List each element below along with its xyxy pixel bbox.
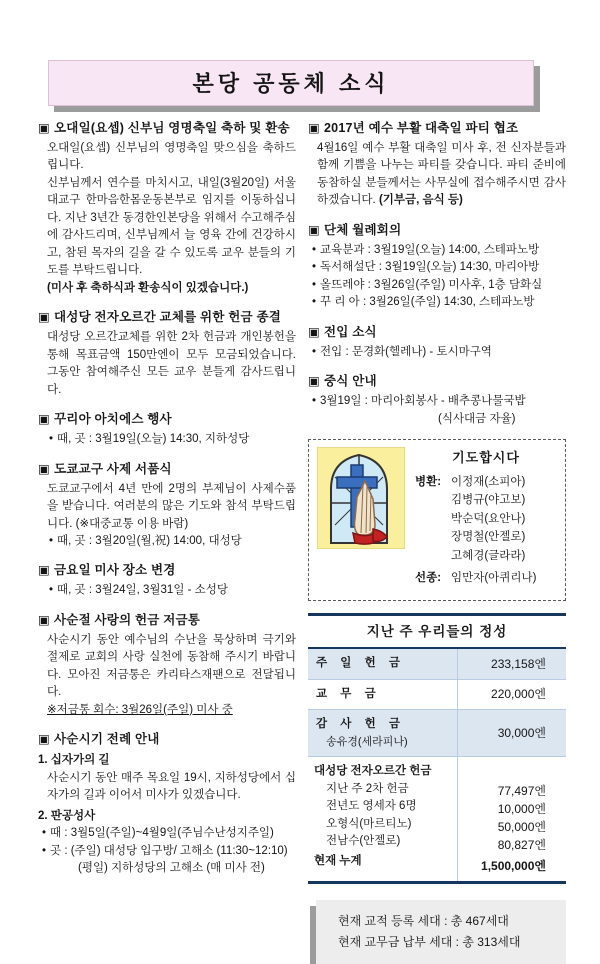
bullet-continuation: (평일) 지하성당의 고해소 (매 미사 전) (78, 862, 265, 875)
bullet-item (310, 242, 566, 259)
bullet-icon: • (312, 395, 317, 408)
paragraph-text: 4월16일 예수 부활 대축일 미사 후, 전 신자분들과 함께 기쁨을 나누는 파티를 갖습니다. 파티 준비에 동참하실 분들께서는 사무실에 접수해주시면 감사하겠습니다. (317, 142, 566, 207)
bullet-text: 독서해설단 : 3월19일(오늘) 14:30, 마리아방 (320, 261, 540, 274)
bullet-icon: • (312, 296, 317, 309)
paragraph: 도쿄교구에서 4년 만에 2명의 부제님이 사제수품을 받습니다. 여러분의 많은 기도와 참석 부탁드립니다. (※대중교통 이용 바람) (47, 482, 296, 530)
section-marker-icon: ▣ (38, 563, 51, 578)
organ-fund-total-value: 1,500,000엔 (481, 858, 546, 873)
row-label (308, 680, 458, 709)
row-sublabel-text: 송유경(세라피나) (326, 735, 408, 748)
row-value: 220,000엔 (491, 687, 546, 702)
prayer-request-list (415, 447, 557, 593)
sick-name: 고혜경(글라라) (451, 549, 526, 562)
section-feast-day-farewell (38, 119, 296, 297)
bullet-text: 올뜨레야 : 3월26일(주일) 미사후, 1층 담화실 (320, 278, 543, 291)
row-value: 233,158엔 (491, 656, 546, 671)
organ-fund-values (458, 757, 566, 880)
section-title (38, 460, 296, 479)
section-marker-icon: ▣ (38, 121, 51, 135)
section-marker-icon: ▣ (38, 612, 51, 627)
offering-table (308, 613, 566, 884)
organ-fund-section (308, 757, 566, 880)
section-marker-icon: ▣ (38, 310, 51, 325)
bullet-text: 때 : 3월5일(주일)~4월9일(주님수난성지주일) (50, 827, 274, 840)
row-label-text: 교 무 금 (316, 687, 381, 700)
bullet-item (310, 294, 566, 311)
bullet-icon: • (42, 844, 47, 857)
section-marker-icon: ▣ (38, 412, 51, 427)
section-marker-icon: ▣ (308, 324, 321, 339)
deceased-names (451, 570, 536, 588)
organ-fund-item-value: 80,827엔 (497, 838, 546, 853)
organ-fund-item-value: 50,000엔 (497, 820, 546, 835)
table-row (308, 710, 566, 757)
section-marker-icon: ▣ (308, 374, 321, 389)
household-stats-box (316, 900, 566, 964)
row-label-text: 감 사 헌 금 (316, 718, 406, 731)
bullet-text: 때, 곳 : 3월20일(월,祝) 14:00, 대성당 (57, 534, 242, 547)
bullet-item (310, 259, 566, 276)
section-marker-icon: ▣ (38, 461, 51, 476)
section-title-text: 오대일(요셉) 신부님 영명축일 축하 및 환송 (54, 121, 290, 135)
section-easter-party (308, 119, 566, 210)
section-title (308, 119, 566, 138)
section-title (308, 323, 566, 342)
section-lent-piggy-bank (38, 611, 296, 719)
page-title: 본당 공동체 소식 (192, 71, 390, 96)
bold-tail-text: (기부금, 음식 등) (378, 194, 463, 207)
bullet-icon: • (42, 827, 47, 840)
underlined-note: ※저금통 회수: 3월26일(주일) 미사 중 (47, 703, 233, 716)
organ-fund-item-value: 77,497엔 (497, 783, 546, 798)
title-banner-box (48, 60, 534, 106)
bullet-item (47, 582, 296, 599)
organ-fund-item-label: 지난 주 2차 헌금 (326, 782, 409, 795)
row-value: 30,000엔 (497, 726, 546, 741)
section-friday-mass-location (38, 561, 296, 599)
section-lunch-notice (308, 372, 566, 428)
paragraph: 대성당 오르간교체를 위한 2차 헌금과 개인봉헌을 통해 목표금액 150만엔이 모두 모금되었습니다. 그동안 참여해주신 모든 교우 분들게 감사드립니다. (47, 331, 296, 396)
organ-fund-labels (308, 757, 458, 880)
bullet-icon: • (312, 345, 317, 358)
section-title-text: 꾸리아 아치에스 행사 (54, 412, 172, 427)
bullet-text: 전입 : 문경화(헬레나) - 토시마구역 (320, 345, 492, 358)
deceased-name: 임만자(아퀴리나) (451, 572, 537, 585)
organ-fund-item-label: 전년도 영세자 6명 (326, 800, 417, 813)
organ-fund-item-label: 오형식(마르티노) (326, 817, 412, 830)
bullet-text: 때, 곳 : 3월19일(오늘) 14:30, 지하성당 (57, 433, 250, 446)
paragraph: 사순시기 동안 매주 목요일 19시, 지하성당에서 십자가의 길과 이어서 미사가 있겠습니다. (47, 771, 296, 802)
row-label (308, 649, 458, 678)
paragraph: 오대일(요셉) 신부님의 영명축일 맞으심을 축하드립니다. (47, 142, 296, 172)
bold-note: (미사 후 축하식과 환송식이 있겠습니다.) (47, 281, 249, 294)
paragraph: 사순시기 동안 예수님의 수난을 묵상하며 극기와 절제로 교회의 사랑 실천에 동참해 주시기 바랍니다. 모아진 저금통은 카리타스재팬으로 전달됩니다. (47, 633, 296, 699)
left-column (38, 119, 296, 964)
organ-fund-total-label: 현재 누계 (314, 854, 362, 867)
section-title-text: 대성당 전자오르간 교체를 위한 헌금 종결 (54, 310, 282, 325)
bullet-item (47, 431, 296, 448)
table-row (308, 649, 566, 679)
prayer-deceased-row (415, 570, 557, 588)
bullet-item (40, 825, 296, 842)
bullet-text: 3월19일 : 마리아회봉사 - 배추콩나물국밥 (320, 395, 526, 408)
paragraph: 신부님께서 연수를 마치시고, 내일(3월20일) 서울대교구 한마음한몸운동본부로 임지를 이동하십니다. 지난 3년간 동경한인본당을 위해서 수고해주심에 감사드리며, 신부님께서 늘 영육 간에 건강하시고, 참된 목자의 길을 갈 수 있도록 교우 분들의 기도를 부탁드립니다. (47, 176, 296, 277)
section-title-text: 사순절 사랑의 헌금 저금통 (54, 612, 201, 627)
offering-table-title: 지난 주 우리들의 정성 (308, 616, 566, 650)
subsection-heading: 2. 판공성사 (38, 809, 96, 822)
bullet-item (310, 277, 566, 294)
bullet-icon: • (49, 534, 54, 547)
sick-name: 이정재(소피아) (451, 475, 526, 488)
subsection-heading: 1. 십자가의 길 (38, 754, 110, 767)
paying-households-line: 현재 교무금 납부 세대 : 총 313세대 (338, 934, 521, 949)
section-marker-icon: ▣ (308, 121, 321, 135)
section-title (308, 372, 566, 391)
section-title (38, 611, 296, 630)
bullet-icon: • (312, 261, 317, 274)
section-title-text: 사순시기 전례 안내 (54, 732, 160, 747)
bullet-icon: • (49, 433, 54, 446)
bullet-text: 때, 곳 : 3월24일, 3월31일 - 소성당 (57, 584, 228, 597)
section-title (308, 221, 566, 240)
bullet-icon: • (312, 278, 317, 291)
paragraph (317, 140, 566, 210)
section-marker-icon: ▣ (38, 732, 51, 747)
section-organ-fund-closed (38, 308, 296, 399)
section-monthly-meetings (308, 221, 566, 312)
prayer-box-title: 기도합시다 (452, 450, 520, 466)
section-title (38, 119, 296, 138)
sick-label: 병환: (415, 475, 442, 488)
praying-hands-icon (317, 447, 405, 549)
section-title-text: 2017년 예수 부활 대축일 파티 협조 (324, 121, 519, 135)
sick-name: 김병규(야고보) (451, 494, 526, 507)
row-label (308, 710, 458, 756)
section-title (38, 561, 296, 580)
section-curia-acies (38, 410, 296, 448)
bullet-text: 꾸 리 아 : 3월26일(주일) 14:30, 스테파노방 (320, 296, 535, 309)
section-title (38, 730, 296, 749)
organ-fund-heading: 대성당 전자오르간 헌금 (314, 765, 432, 778)
title-banner (48, 60, 534, 106)
section-title (38, 308, 296, 327)
sick-names (451, 474, 525, 566)
prayer-request-box (308, 439, 566, 601)
section-title-text: 도쿄교구 사제 서품식 (54, 461, 172, 476)
bullet-item (310, 344, 566, 361)
prayer-sick-row (415, 474, 557, 566)
table-row (308, 680, 566, 710)
right-column (308, 119, 566, 964)
sick-name: 박순덕(요안나) (451, 512, 526, 525)
row-label-text: 주 일 헌 금 (316, 657, 406, 670)
section-title (38, 410, 296, 429)
bullet-item (310, 393, 566, 410)
section-new-members (308, 323, 566, 361)
sick-name: 장명철(안젤로) (451, 531, 526, 544)
content-columns (0, 106, 600, 964)
section-marker-icon: ▣ (308, 222, 321, 237)
section-lent-liturgy-guide (38, 730, 296, 877)
deceased-label: 선종: (415, 572, 442, 585)
bullet-item (40, 843, 296, 860)
bullet-icon: • (312, 243, 317, 256)
section-ordination (38, 460, 296, 551)
bullet-text: 교육분과 : 3월19일(오늘) 14:00, 스테파노방 (320, 243, 540, 256)
section-title-text: 금요일 미사 장소 변경 (54, 563, 176, 578)
organ-fund-item-label: 전남수(안젤로) (326, 835, 401, 848)
bullet-text: 곳 : (주일) 대성당 입구방/ 고해소 (11:30~12:10) (50, 844, 288, 857)
bullet-item (47, 533, 296, 550)
section-title-text: 중식 안내 (324, 374, 377, 389)
registered-households-line: 현재 교적 등록 세대 : 총 467세대 (338, 913, 509, 928)
section-title-text: 단체 월례회의 (324, 222, 402, 237)
organ-fund-item-value: 10,000엔 (497, 801, 546, 816)
bullet-icon: • (49, 584, 54, 597)
bullet-continuation: (식사대금 자율) (438, 412, 516, 425)
section-title-text: 전입 소식 (324, 324, 377, 339)
